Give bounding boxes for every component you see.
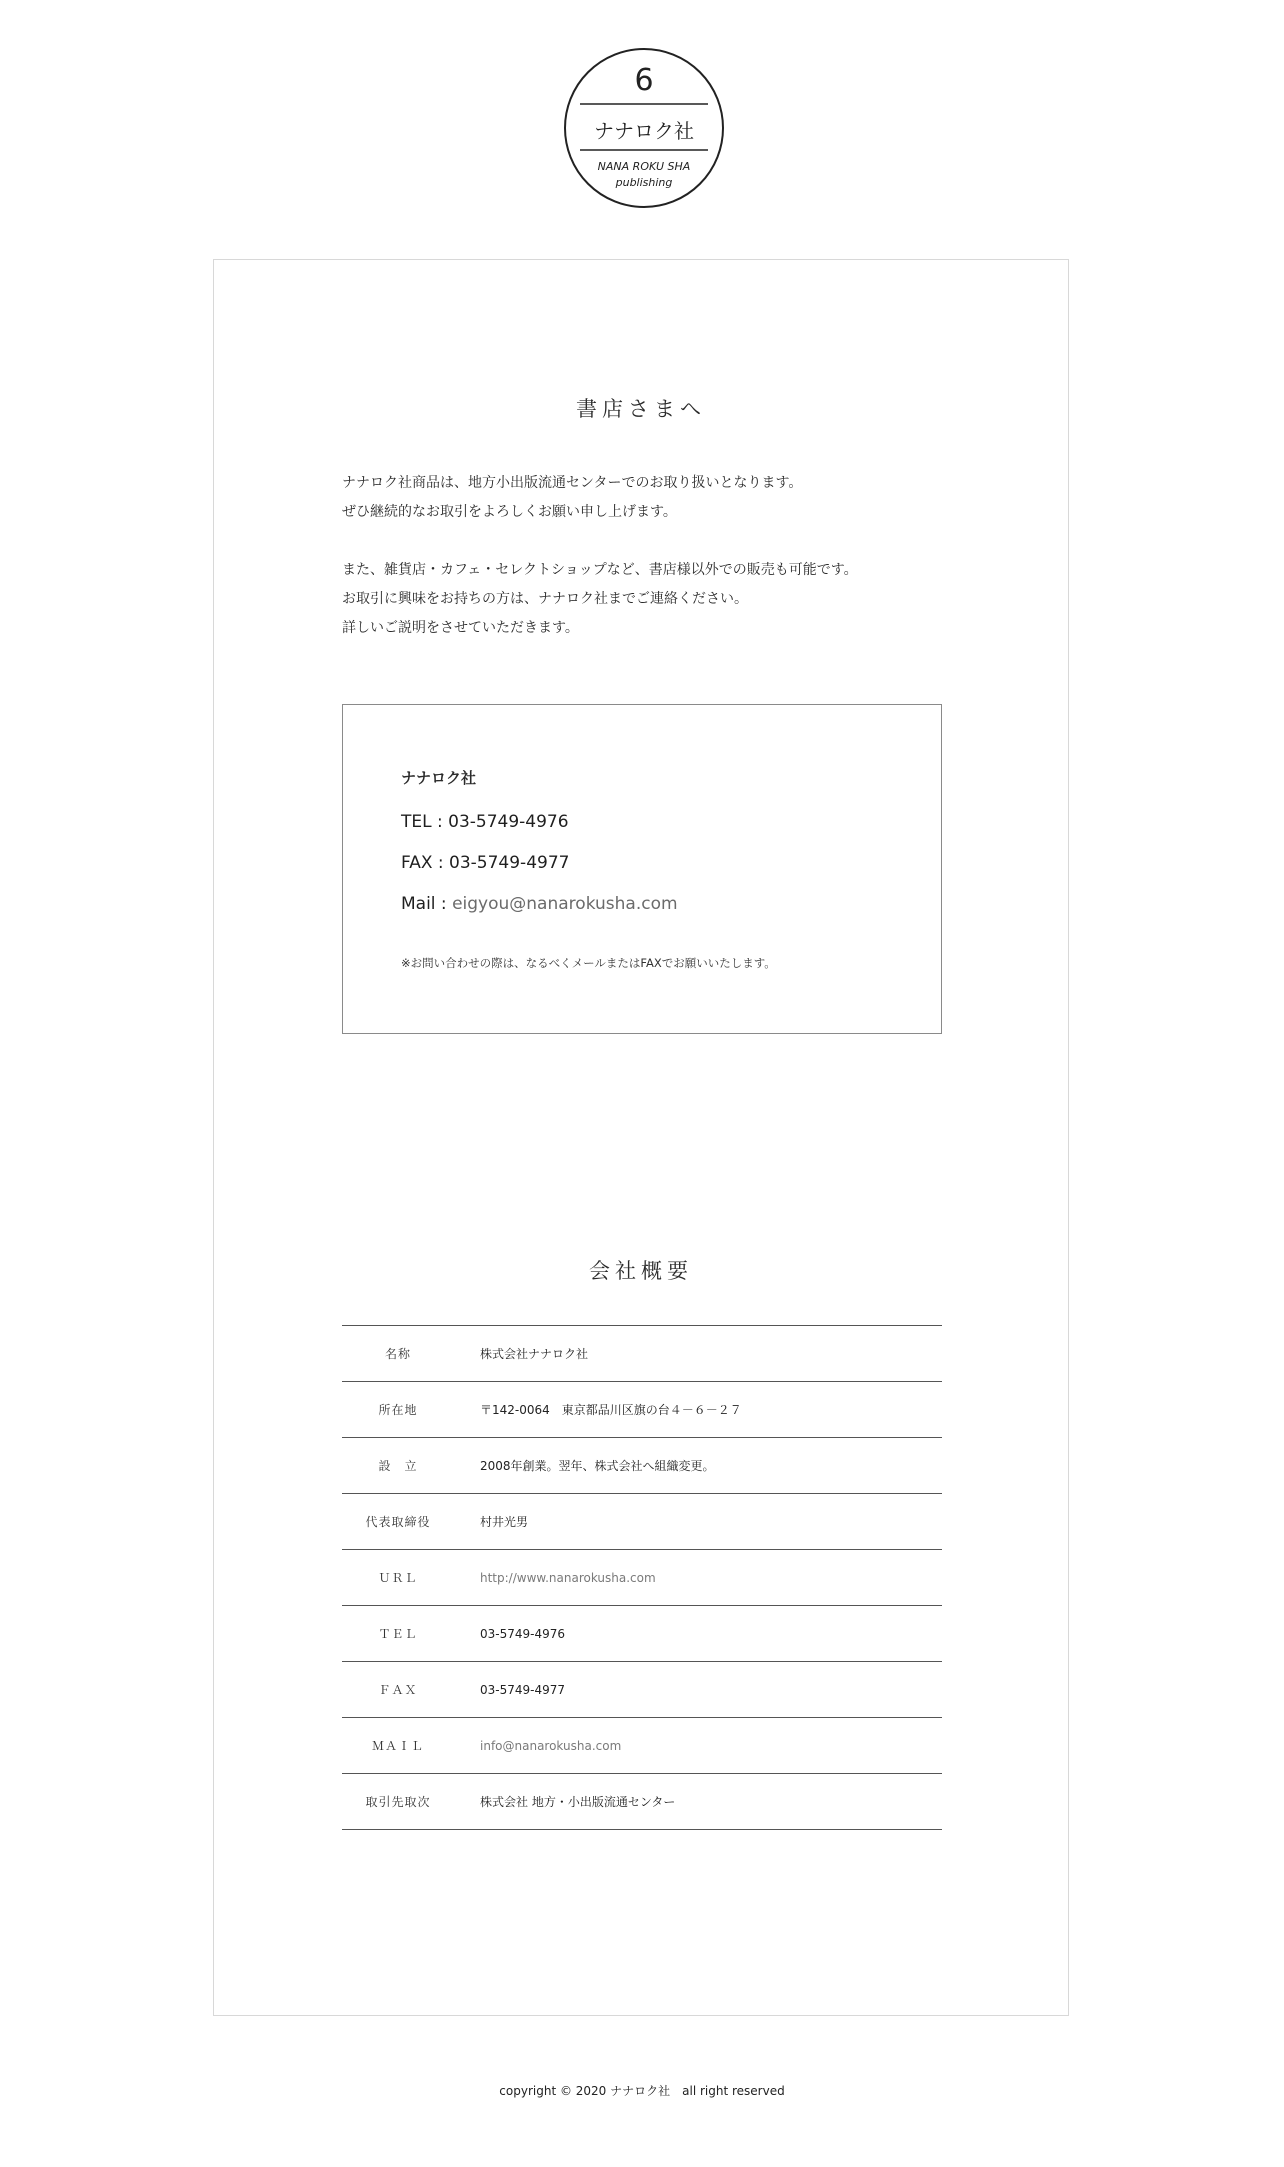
contact-mail-label: Mail : bbox=[401, 894, 453, 914]
row-value: 03-5749-4977 bbox=[480, 1682, 566, 1697]
table-row bbox=[342, 1494, 942, 1550]
footer-copyright: copyright © 2020 ナナロク社 all right reserved bbox=[499, 2084, 785, 2098]
contact-fax-value: 03-5749-4977 bbox=[449, 853, 570, 873]
row-value: 株式会社 地方・小出版流通センター bbox=[480, 1795, 676, 1809]
bookstores-intro bbox=[342, 469, 962, 643]
contact-mail-link[interactable]: eigyou@nanarokusha.com bbox=[452, 894, 678, 914]
table-row bbox=[342, 1325, 942, 1382]
intro-line: お取引に興味をお持ちの方は、ナナロク社までご連絡ください。 bbox=[342, 591, 748, 607]
table-row bbox=[342, 1718, 942, 1774]
row-key: 名称 bbox=[384, 1347, 411, 1361]
row-value: 株式会社ナナロク社 bbox=[480, 1347, 589, 1361]
company-title: 会社概要 bbox=[589, 1259, 693, 1283]
table-row bbox=[342, 1662, 942, 1718]
row-value: 2008年創業。翌年、株式会社へ組織変更。 bbox=[480, 1459, 715, 1473]
contact-box bbox=[342, 704, 942, 1034]
row-value: 村井光男 bbox=[480, 1515, 529, 1529]
contact-tel bbox=[401, 812, 569, 832]
row-key: ＴＥＬ bbox=[378, 1627, 418, 1641]
contact-tel-label: TEL : bbox=[401, 812, 449, 832]
row-key: ＭＡＩＬ bbox=[371, 1739, 424, 1753]
row-value: 03-5749-4976 bbox=[480, 1626, 566, 1641]
row-key: 設 立 bbox=[378, 1459, 418, 1473]
table-row bbox=[342, 1606, 942, 1662]
intro-line: 詳しいご説明をさせていただきます。 bbox=[342, 620, 579, 636]
nanarokusha-logo[interactable] bbox=[562, 46, 726, 210]
row-key: ＵＲＬ bbox=[378, 1571, 418, 1585]
contact-tel-value[interactable]: 03-5749-4976 bbox=[448, 812, 569, 832]
contact-note: ※お問い合わせの際は、なるべくメールまたはFAXでお願いいたします。 bbox=[401, 956, 776, 970]
table-row bbox=[342, 1382, 942, 1438]
row-key: ＦＡＸ bbox=[378, 1683, 418, 1697]
contact-company-name: ナナロク社 bbox=[401, 769, 477, 787]
intro-line: ぜひ継続的なお取引をよろしくお願い申し上げます。 bbox=[342, 504, 677, 520]
contact-fax bbox=[401, 853, 569, 873]
row-key: 取引先取次 bbox=[365, 1795, 431, 1809]
bookstores-title: 書店さまへ bbox=[576, 397, 706, 421]
intro-line: また、雑貨店・カフェ・セレクトショップなど、書店様以外での販売も可能です。 bbox=[342, 562, 858, 578]
company-mail-link[interactable]: info@nanarokusha.com bbox=[480, 1738, 622, 1753]
main-card bbox=[213, 259, 1069, 2016]
company-url-link[interactable]: http://www.nanarokusha.com bbox=[480, 1570, 656, 1585]
logo-brand-jp: ナナロク社 bbox=[594, 119, 694, 143]
table-row bbox=[342, 1438, 942, 1494]
table-row bbox=[342, 1774, 942, 1830]
contact-fax-label: FAX : bbox=[401, 853, 450, 873]
company-table bbox=[342, 1325, 942, 1830]
contact-mail bbox=[401, 894, 678, 914]
row-key: 所在地 bbox=[378, 1403, 418, 1417]
intro-line: ナナロク社商品は、地方小出版流通センターでのお取り扱いとなります。 bbox=[342, 475, 803, 491]
logo-sub-en: publishing bbox=[615, 176, 673, 189]
row-value: 〒142-0064 東京都品川区旗の台４－６－２７ bbox=[480, 1403, 742, 1417]
logo-numeral: 6 bbox=[634, 63, 654, 98]
table-row bbox=[342, 1550, 942, 1606]
logo-brand-en: NANA ROKU SHA bbox=[597, 160, 691, 173]
row-key: 代表取締役 bbox=[365, 1515, 431, 1529]
